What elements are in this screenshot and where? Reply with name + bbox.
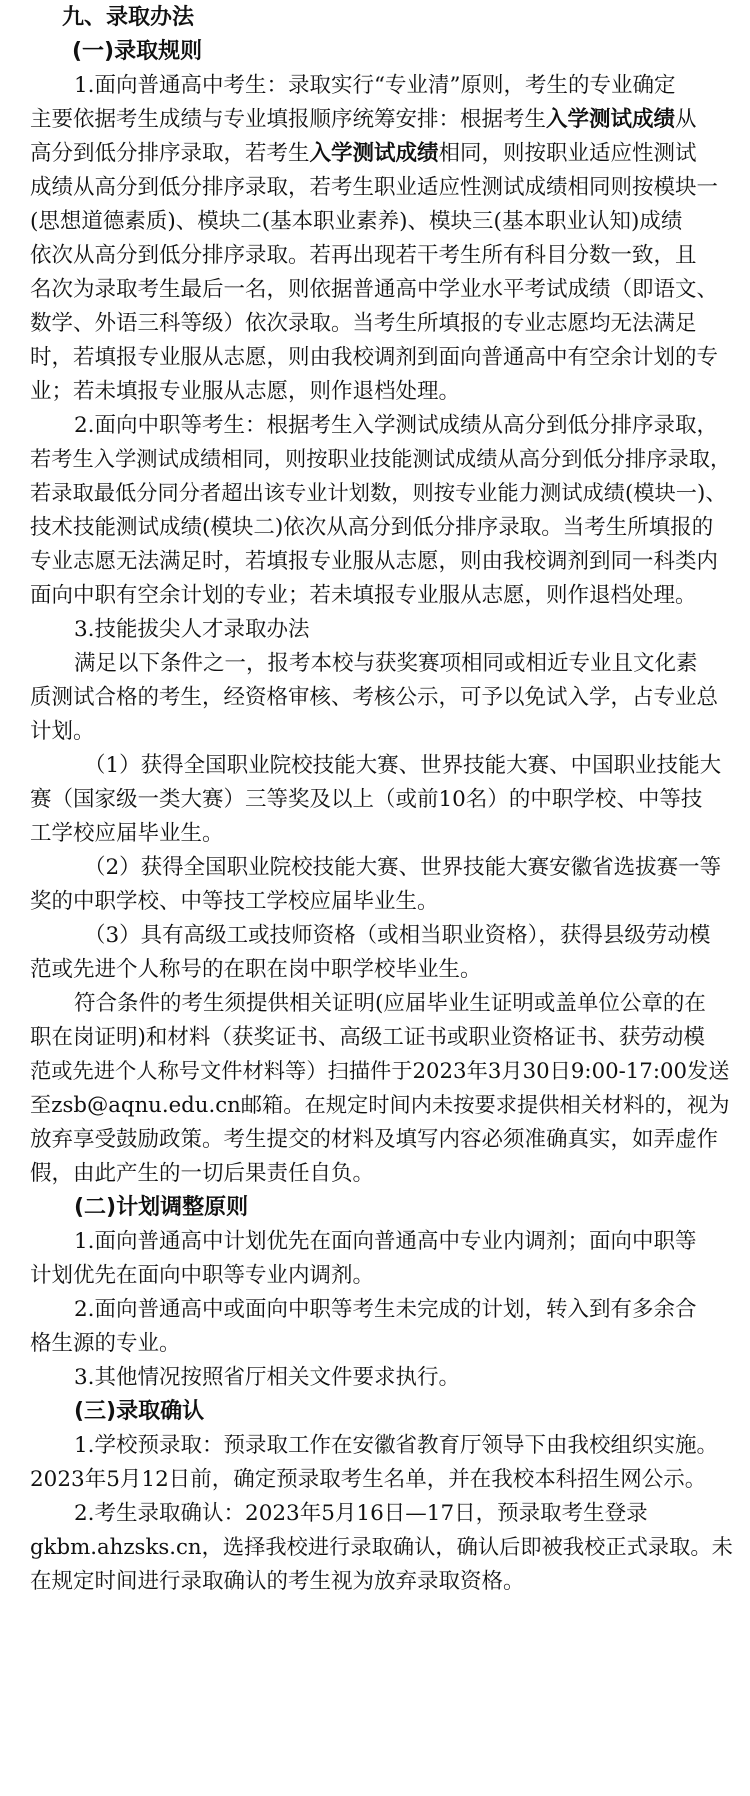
paragraph-line: 工学校应届毕业生。 [30, 821, 224, 846]
paragraph-line: 假，由此产生的一切后果责任自负。 [30, 1161, 375, 1186]
paragraph-line: 业；若未填报专业服从志愿，则作退档处理。 [30, 379, 461, 404]
paragraph-line: 成绩从高分到低分排序录取，若考生职业适应性测试成绩相同则按模块一 [30, 175, 719, 200]
paragraph-line: 1.学校预录取：预录取工作在安徽省教育厅领导下由我校组织实施。 [74, 1433, 719, 1458]
condition-item: （1）获得全国职业院校技能大赛、世界技能大赛、中国职业技能大 [84, 753, 722, 778]
paragraph-line: 质测试合格的考生，经资格审核、考核公示，可予以免试入学，占专业总 [30, 685, 719, 710]
paragraph-line: 范或先进个人称号文件材料等）扫描件于2023年3月30日9:00-17:00发送 [30, 1059, 730, 1084]
paragraph-line: 放弃享受鼓励政策。考生提交的材料及填写内容必须准确真实，如弄虚作 [30, 1127, 719, 1152]
paragraph-line: 计划。 [30, 719, 95, 744]
paragraph-line: 计划优先在面向中职等专业内调剂。 [30, 1263, 375, 1288]
page-title: 九、录取办法 [62, 5, 195, 30]
section-heading-admission-confirmation: (三)录取确认 [74, 1399, 205, 1424]
paragraph-line: 时，若填报专业服从志愿，则由我校调剂到面向普通高中有空余计划的专 [30, 345, 719, 370]
paragraph-line: (思想道德素质)、模块二(基本职业素养)、模块三(基本职业认知)成绩 [30, 209, 683, 234]
paragraph-line: 奖的中职学校、中等技工学校应届毕业生。 [30, 889, 439, 914]
paragraph-line: 2.考生录取确认：2023年5月16日—17日，预录取考生登录 [74, 1501, 648, 1526]
condition-item: （3）具有高级工或技师资格（或相当职业资格），获得县级劳动模 [84, 923, 711, 948]
paragraph-line: 专业志愿无法满足时，若填报专业服从志愿，则由我校调剂到同一科类内 [30, 549, 719, 574]
paragraph-line: 满足以下条件之一，报考本校与获奖赛项相同或相近专业且文化素 [74, 651, 698, 676]
paragraph-line: 职在岗证明)和材料（获奖证书、高级工证书或职业资格证书、获劳动模 [30, 1025, 705, 1050]
section-heading-admission-rules: (一)录取规则 [72, 39, 203, 64]
paragraph-line: 若考生入学测试成绩相同，则按职业技能测试成绩从高分到低分排序录取， [30, 447, 732, 472]
paragraph-line: 高分到低分排序录取，若考生入学测试成绩相同，则按职业适应性测试 [30, 141, 697, 166]
paragraph-line: 数学、外语三科等级）依次录取。当考生所填报的专业志愿均无法满足 [30, 311, 697, 336]
paragraph-line: 范或先进个人称号的在职在岗中职学校毕业生。 [30, 957, 482, 982]
section-heading-plan-adjustment: (二)计划调整原则 [74, 1195, 249, 1220]
paragraph-line: 主要依据考生成绩与专业填报顺序统筹安排：根据考生入学测试成绩从 [30, 107, 697, 132]
paragraph-line: 2.面向中职等考生：根据考生入学测试成绩从高分到低分排序录取， [74, 413, 719, 438]
paragraph-line: 符合条件的考生须提供相关证明(应届毕业生证明或盖单位公章的在 [74, 991, 706, 1016]
condition-item: （2）获得全国职业院校技能大赛、世界技能大赛安徽省选拔赛一等 [84, 855, 722, 880]
paragraph-line: gkbm.ahzsks.cn，选择我校进行录取确认，确认后即被我校正式录取。未 [30, 1535, 733, 1560]
paragraph-line: 2023年5月12日前，确定预录取考生名单，并在我校本科招生网公示。 [30, 1467, 707, 1492]
emphasis-text: 入学测试成绩 [309, 141, 439, 166]
paragraph-line: 至zsb@aqnu.edu.cn邮箱。在规定时间内未按要求提供相关材料的，视为 [30, 1093, 730, 1118]
paragraph-line: 技术技能测试成绩(模块二)依次从高分到低分排序录取。当考生所填报的 [30, 515, 714, 540]
paragraph-line: 格生源的专业。 [30, 1331, 181, 1356]
paragraph-line: 1.面向普通高中考生：录取实行“专业清”原则，考生的专业确定 [74, 73, 676, 98]
paragraph-line: 面向中职有空余计划的专业；若未填报专业服从志愿，则作退档处理。 [30, 583, 697, 608]
subheading-talent-admission: 3.技能拔尖人才录取办法 [74, 617, 310, 642]
emphasis-text: 入学测试成绩 [546, 107, 676, 132]
paragraph-line: 1.面向普通高中计划优先在面向普通高中专业内调剂；面向中职等 [74, 1229, 697, 1254]
paragraph-line: 若录取最低分同分者超出该专业计划数，则按专业能力测试成绩(模块一)、 [30, 481, 727, 506]
paragraph-line: 赛（国家级一类大赛）三等奖及以上（或前10名）的中职学校、中等技 [30, 787, 703, 812]
paragraph-line: 名次为录取考生最后一名，则依据普通高中学业水平考试成绩（即语文、 [30, 277, 719, 302]
paragraph-line: 3.其他情况按照省厅相关文件要求执行。 [74, 1365, 461, 1390]
paragraph-line: 2.面向普通高中或面向中职等考生未完成的计划，转入到有多余合 [74, 1297, 697, 1322]
paragraph-line: 依次从高分到低分排序录取。若再出现若干考生所有科目分数一致，且 [30, 243, 697, 268]
paragraph-line: 在规定时间进行录取确认的考生视为放弃录取资格。 [30, 1569, 525, 1594]
